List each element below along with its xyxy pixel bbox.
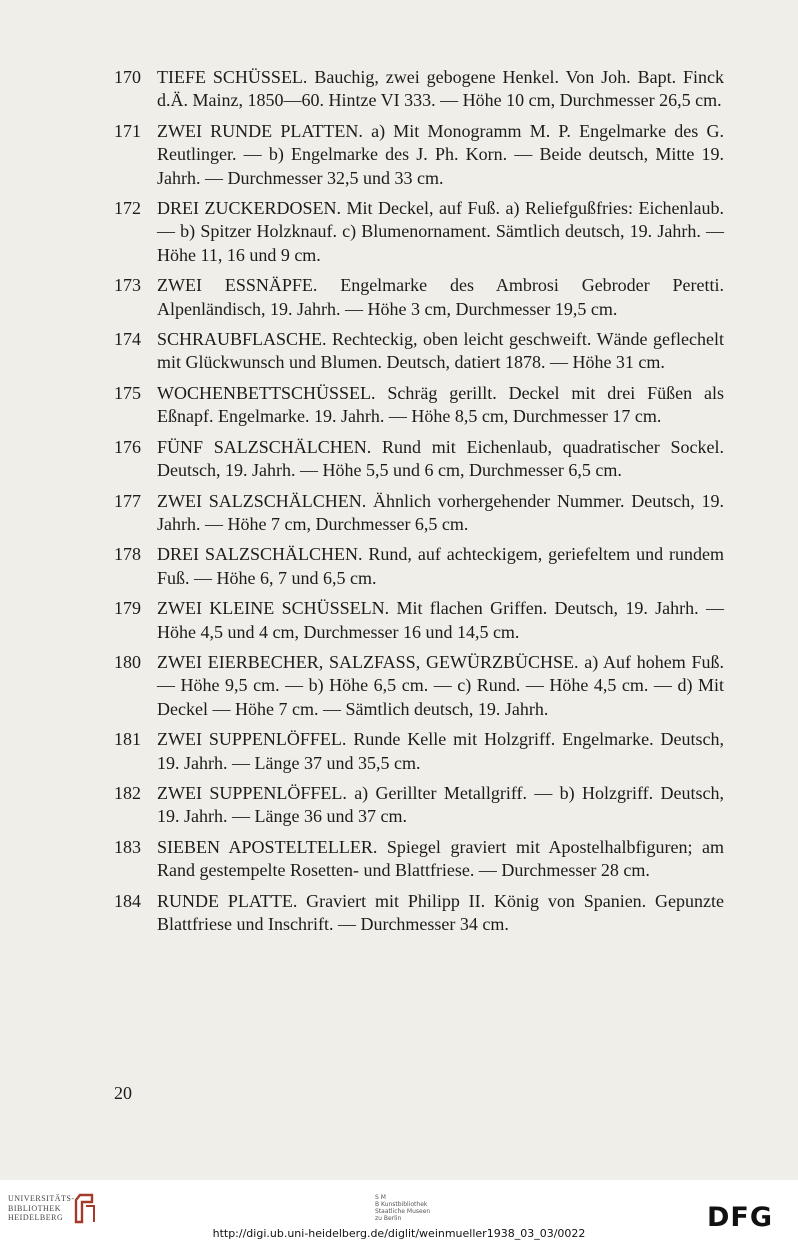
- entry-text: ZWEI KLEINE SCHÜSSELN. Mit flachen Griffen. Deutsch, 19. Jahrh. — Höhe 4,5 und 4 cm, Durchmesser 16 und 14,5 cm.: [157, 598, 724, 642]
- entry-number: 183: [114, 836, 141, 857]
- entry-number: 178: [114, 544, 141, 565]
- stamp-line: zu Berlin: [375, 1215, 402, 1222]
- entry-text: ZWEI RUNDE PLATTEN. a) Mit Monogramm M. P. Engelmarke des G. Reutlinger. — b) Engelmarke des J. Ph. Korn. — Beide deutsch, Mitte 19. Jahrh. — Durchmesser 32,5 und 33 cm.: [157, 120, 724, 188]
- catalog-entry: [114, 328, 724, 375]
- museum-stamp: [375, 1194, 430, 1222]
- page-number: 20: [114, 1083, 132, 1103]
- entry-number: 182: [114, 782, 141, 803]
- catalog-entry: [114, 436, 724, 483]
- catalog-entry: [114, 836, 724, 883]
- catalog-entry: [114, 382, 724, 429]
- catalog-entry: [114, 890, 724, 937]
- catalog-entry: [114, 597, 724, 644]
- catalog-entry: [114, 120, 724, 190]
- entry-number: 172: [114, 198, 141, 219]
- catalog-entry: [114, 197, 724, 267]
- entry-number: 181: [114, 729, 141, 750]
- stamp-line: S M: [375, 1194, 386, 1201]
- entry-text: DREI SALZSCHÄLCHEN. Rund, auf achteckigem, geriefeltem und rundem Fuß. — Höhe 6, 7 und 6,5 cm.: [157, 544, 724, 588]
- university-mark-icon: [72, 1192, 98, 1226]
- entry-text: DREI ZUCKERDOSEN. Mit Deckel, auf Fuß. a) Reliefgußfries: Eichenlaub. — b) Spitzer Holzknauf. c) Blumenornament. Sämtlich deutsch, 19. Jahrh. — Höhe 11, 16 und 9 cm.: [157, 198, 724, 265]
- university-logo-line: HEIDELBERG: [8, 1213, 64, 1222]
- stamp-line: B Kunstbibliothek: [375, 1201, 428, 1208]
- entry-text: SCHRAUBFLASCHE. Rechteckig, oben leicht geschweift. Wände geflechelt mit Glückwunsch und Blumen. Deutsch, datiert 1878. — Höhe 31 cm.: [157, 329, 724, 373]
- catalog-entry: [114, 728, 724, 775]
- university-logo-line: UNIVERSITÄTS-: [8, 1194, 75, 1203]
- entry-number: 176: [114, 436, 141, 457]
- catalog-entry-list: [114, 66, 724, 943]
- entry-text: WOCHENBETTSCHÜSSEL. Schräg gerillt. Deckel mit drei Füßen als Eßnapf. Engelmarke. 19. Jahrh. — Höhe 8,5 cm, Durchmesser 17 cm.: [157, 382, 724, 427]
- entry-text: ZWEI SUPPENLÖFFEL. a) Gerillter Metallgriff. — b) Holzgriff. Deutsch, 19. Jahrh. — Länge 36 und 37 cm.: [157, 782, 724, 827]
- entry-number: 173: [114, 275, 141, 296]
- entry-text: RUNDE PLATTE. Graviert mit Philipp II. König von Spanien. Gepunzte Blattfriese und Inschrift. — Durchmesser 34 cm.: [157, 890, 724, 934]
- source-url-link[interactable]: http://digi.ub.uni-heidelberg.de/diglit/weinmueller1938_03_03/0022: [212, 1227, 586, 1240]
- entry-text: ZWEI SALZSCHÄLCHEN. Ähnlich vorhergehender Nummer. Deutsch, 19. Jahrh. — Höhe 7 cm, Durchmesser 6,5 cm.: [157, 490, 724, 534]
- entry-number: 175: [114, 382, 141, 403]
- entry-text: ZWEI SUPPENLÖFFEL. Runde Kelle mit Holzgriff. Engelmarke. Deutsch, 19. Jahrh. — Länge 37 und 35,5 cm.: [157, 729, 724, 773]
- catalog-entry: [114, 651, 724, 721]
- entry-number: 180: [114, 651, 141, 672]
- entry-text: ZWEI EIERBECHER, SALZFASS, GEWÜRZBÜCHSE. a) Auf hohem Fuß. — Höhe 9,5 cm. — b) Höhe 6,5 cm. — c) Rund. — Höhe 4,5 cm. — d) Mit Deckel — Höhe 7 cm. — Sämtlich deutsch, 19. Jahrh.: [157, 651, 724, 719]
- entry-number: 179: [114, 598, 141, 619]
- catalog-entry: [114, 782, 724, 829]
- catalog-entry: [114, 274, 724, 321]
- entry-number: 170: [114, 67, 141, 87]
- entry-number: 177: [114, 490, 141, 511]
- catalog-entry: [114, 66, 724, 113]
- entry-number: 174: [114, 329, 141, 350]
- entry-text: ZWEI ESSNÄPFE. Engelmarke des Ambrosi Gebroder Peretti. Alpenländisch, 19. Jahrh. — Höhe 3 cm, Durchmesser 19,5 cm.: [157, 275, 724, 319]
- catalog-entry: [114, 543, 724, 590]
- entry-number: 184: [114, 890, 141, 911]
- stamp-line: Staatliche Museen: [375, 1208, 431, 1215]
- entry-number: 171: [114, 120, 141, 141]
- dfg-logo: DFG: [707, 1202, 774, 1233]
- entry-text: FÜNF SALZSCHÄLCHEN. Rund mit Eichenlaub, quadratischer Sockel. Deutsch, 19. Jahrh. — Höhe 5,5 und 6 cm, Durchmesser 6,5 cm.: [157, 436, 724, 481]
- university-logo-line: BIBLIOTHEK: [8, 1203, 61, 1213]
- entry-text: SIEBEN APOSTELTELLER. Spiegel graviert mit Apostelhalbfiguren; am Rand gestempelte Rosetten- und Blattfriese. — Durchmesser 28 cm.: [157, 836, 724, 881]
- university-library-logo: [8, 1194, 75, 1223]
- entry-text: TIEFE SCHÜSSEL. Bauchig, zwei gebogene Henkel. Von Joh. Bapt. Finck d.Ä. Mainz, 1850—60. Hintze VI 333. — Höhe 10 cm, Durchmesser 26,5 cm.: [157, 67, 724, 111]
- footer-bar: [0, 1180, 798, 1247]
- catalog-entry: [114, 490, 724, 537]
